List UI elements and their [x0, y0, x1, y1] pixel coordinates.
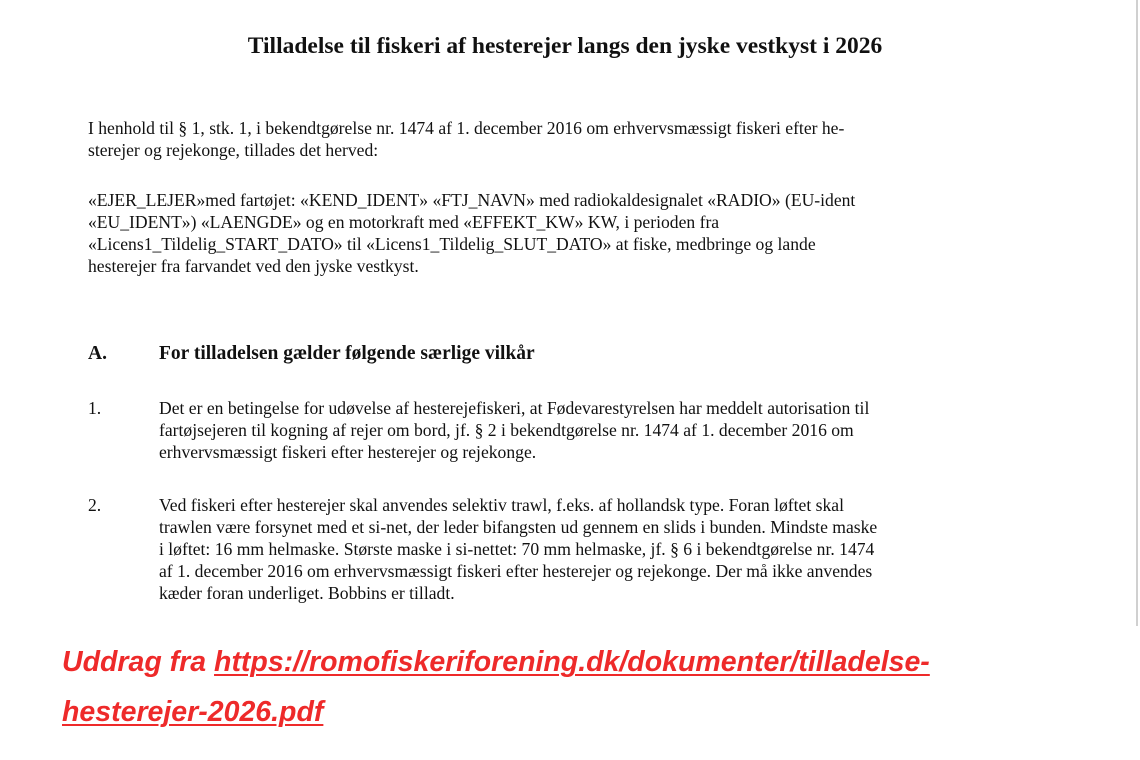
condition-line: fartøjsejeren til kogning af rejer om bord, jf. § 2 i bekendtgørelse nr. 1474 af 1. december 2016 om [159, 420, 854, 440]
caption-prefix: Uddrag fra [62, 646, 215, 678]
condition-line: trawlen være forsynet med et si-net, der leder bifangsten ud gennem en slids i bunden. Mindste maske [159, 517, 878, 537]
intro-paragraph [88, 117, 1048, 161]
condition-line: af 1. december 2016 om erhvervsmæssigt fiskeri efter hesterejer og rejekonge. Der må ikke anvendes [159, 561, 873, 581]
caption-line-2 [62, 687, 1122, 737]
caption-line-1 [62, 637, 1122, 687]
condition-number: 1. [88, 398, 102, 418]
condition-number: 2. [88, 495, 102, 515]
permit-line: hesterejer fra farvandet ved den jyske vestkyst. [88, 256, 419, 276]
permit-line: «Licens1_Tildelig_START_DATO» til «Licens1_Tildelig_SLUT_DATO» at fiske, medbringe og lande [88, 234, 816, 254]
permit-paragraph [88, 189, 1048, 277]
condition-text [159, 397, 869, 463]
permit-line: «EJER_LEJER»med fartøjet: «KEND_IDENT» «FTJ_NAVN» med radiokaldesignalet «RADIO» (EU-ident [88, 190, 856, 210]
section-title: For tilladelsen gælder følgende særlige vilkår [159, 343, 535, 364]
condition-line: kæder foran underliget. Bobbins er tilladt. [159, 583, 455, 603]
page-edge-divider [1136, 0, 1138, 626]
source-link-continued[interactable]: hesterejer-2026.pdf [62, 696, 324, 728]
condition-text [159, 494, 877, 604]
intro-line: sterejer og rejekonge, tillades det herved: [88, 140, 379, 160]
permit-line: «EU_IDENT») «LAENGDE» og en motorkraft med «EFFEKT_KW» KW, i perioden fra [88, 212, 720, 232]
condition-line: erhvervsmæssigt fiskeri efter hesterejer og rejekonge. [159, 442, 537, 462]
condition-line: Ved fiskeri efter hesterejer skal anvendes selektiv trawl, f.eks. af hollandsk type. Foran løftet skal [159, 495, 844, 515]
intro-line: I henhold til § 1, stk. 1, i bekendtgørelse nr. 1474 af 1. december 2016 om erhvervsmæssigt fiskeri efter he- [88, 118, 845, 138]
condition-line: Det er en betingelse for udøvelse af hesterejefiskeri, at Fødevarestyrelsen har meddelt autorisation til [159, 398, 870, 418]
source-caption [62, 637, 1122, 737]
document-title: Tilladelse til fiskeri af hesterejer langs den jyske vestkyst i 2026 [247, 33, 883, 59]
source-link[interactable]: https://romofiskeriforening.dk/dokumenter/tilladelse- [214, 646, 930, 678]
condition-line: i løftet: 16 mm helmaske. Største maske i si-nettet: 70 mm helmaske, jf. § 6 i bekendtgørelse nr. 1474 [159, 539, 875, 559]
section-letter: A. [88, 343, 107, 364]
